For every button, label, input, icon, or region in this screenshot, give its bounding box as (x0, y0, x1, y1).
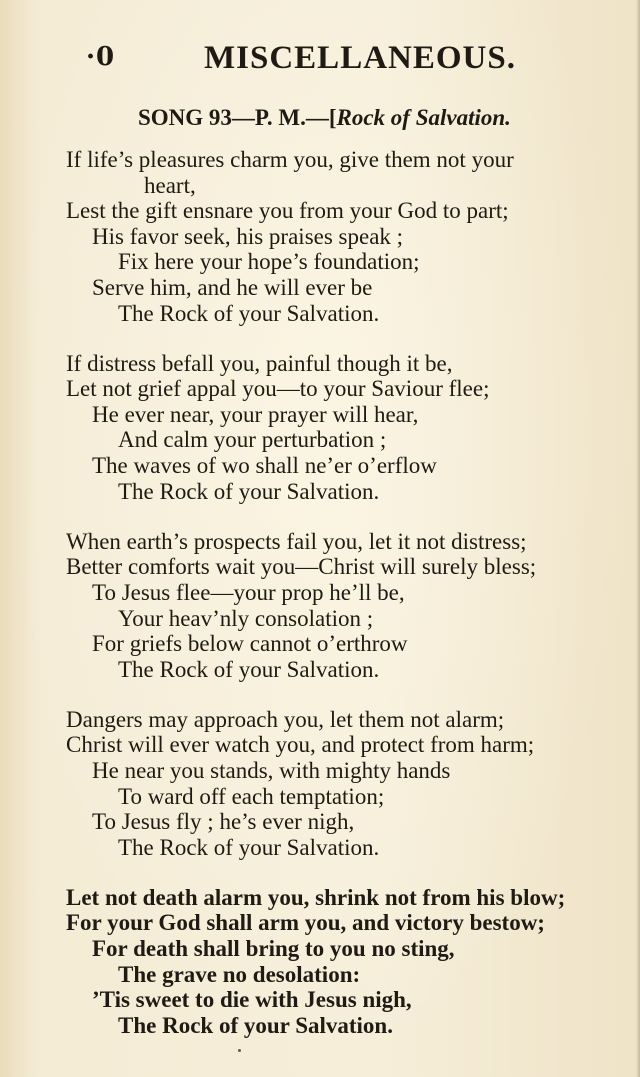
verse-line: If distress befall you, painful though it be, (66, 350, 453, 376)
verse-line: ’Tis sweet to die with Jesus nigh, (92, 987, 412, 1013)
song-title-prefix: SONG 93—P. M.—[ (138, 105, 337, 130)
song-stanzas (0, 147, 640, 1063)
verse-line: Christ will ever watch you, and protect from harm; (66, 732, 535, 758)
verse-line: Fix here your hope’s foundation; (118, 249, 420, 275)
verse-line: His favor seek, his praises speak ; (92, 223, 404, 249)
verse-line: The Rock of your Salvation. (118, 300, 380, 326)
verse-line: Lest the gift ensnare you from your God to part; (66, 198, 509, 224)
verse-line: He near you stands, with mighty hands (92, 757, 451, 783)
stanza-5 (0, 885, 640, 1039)
verse-line: Your heav’nly consolation ; (118, 605, 374, 631)
verse-line: When earth’s prospects fail you, let it not distress; (66, 528, 527, 554)
verse-line: For your God shall arm you, and victory bestow; (66, 910, 545, 936)
verse-line: Let not grief appal you—to your Saviour flee; (66, 376, 490, 402)
song-title (138, 105, 511, 131)
verse-line: And calm your perturbation ; (118, 427, 387, 453)
page-header (0, 40, 640, 80)
page-number: ·0 (86, 42, 116, 72)
verse-line: He ever near, your prayer will hear, (92, 401, 419, 427)
verse-line: Serve him, and he will ever be (92, 274, 373, 300)
verse-line: The waves of wo shall ne’er o’erflow (92, 453, 437, 479)
verse-line: Better comforts wait you—Christ will surely bless; (66, 554, 537, 580)
running-head: MISCELLANEOUS. (204, 40, 516, 76)
verse-line: To Jesus fly ; he’s ever nigh, (92, 809, 355, 835)
song-tune-name: Rock of Salvation. (336, 105, 511, 130)
stanza-3 (0, 529, 640, 683)
stanza-2 (0, 351, 640, 505)
verse-line: For death shall bring to you no sting, (92, 936, 455, 962)
verse-line: heart, (144, 172, 196, 198)
verse-line: If life’s pleasures charm you, give them not your (66, 147, 514, 172)
verse-line: To ward off each temptation; (118, 783, 385, 809)
verse-line: To Jesus flee—your prop he’ll be, (92, 579, 405, 605)
verse-line: The Rock of your Salvation. (118, 834, 380, 860)
page-speck (238, 1049, 241, 1052)
verse-line: The grave no desolation: (118, 961, 361, 987)
verse-line: The Rock of your Salvation. (118, 478, 380, 504)
verse-line: Dangers may approach you, let them not alarm; (66, 706, 505, 732)
verse-line: The Rock of your Salvation. (118, 656, 380, 682)
verse-line: The Rock of your Salvation. (118, 1012, 393, 1038)
verse-line: For griefs below cannot o’erthrow (92, 631, 408, 657)
stanza-1 (0, 147, 640, 326)
stanza-4 (0, 707, 640, 861)
verse-line: Let not death alarm you, shrink not from his blow; (66, 884, 566, 910)
